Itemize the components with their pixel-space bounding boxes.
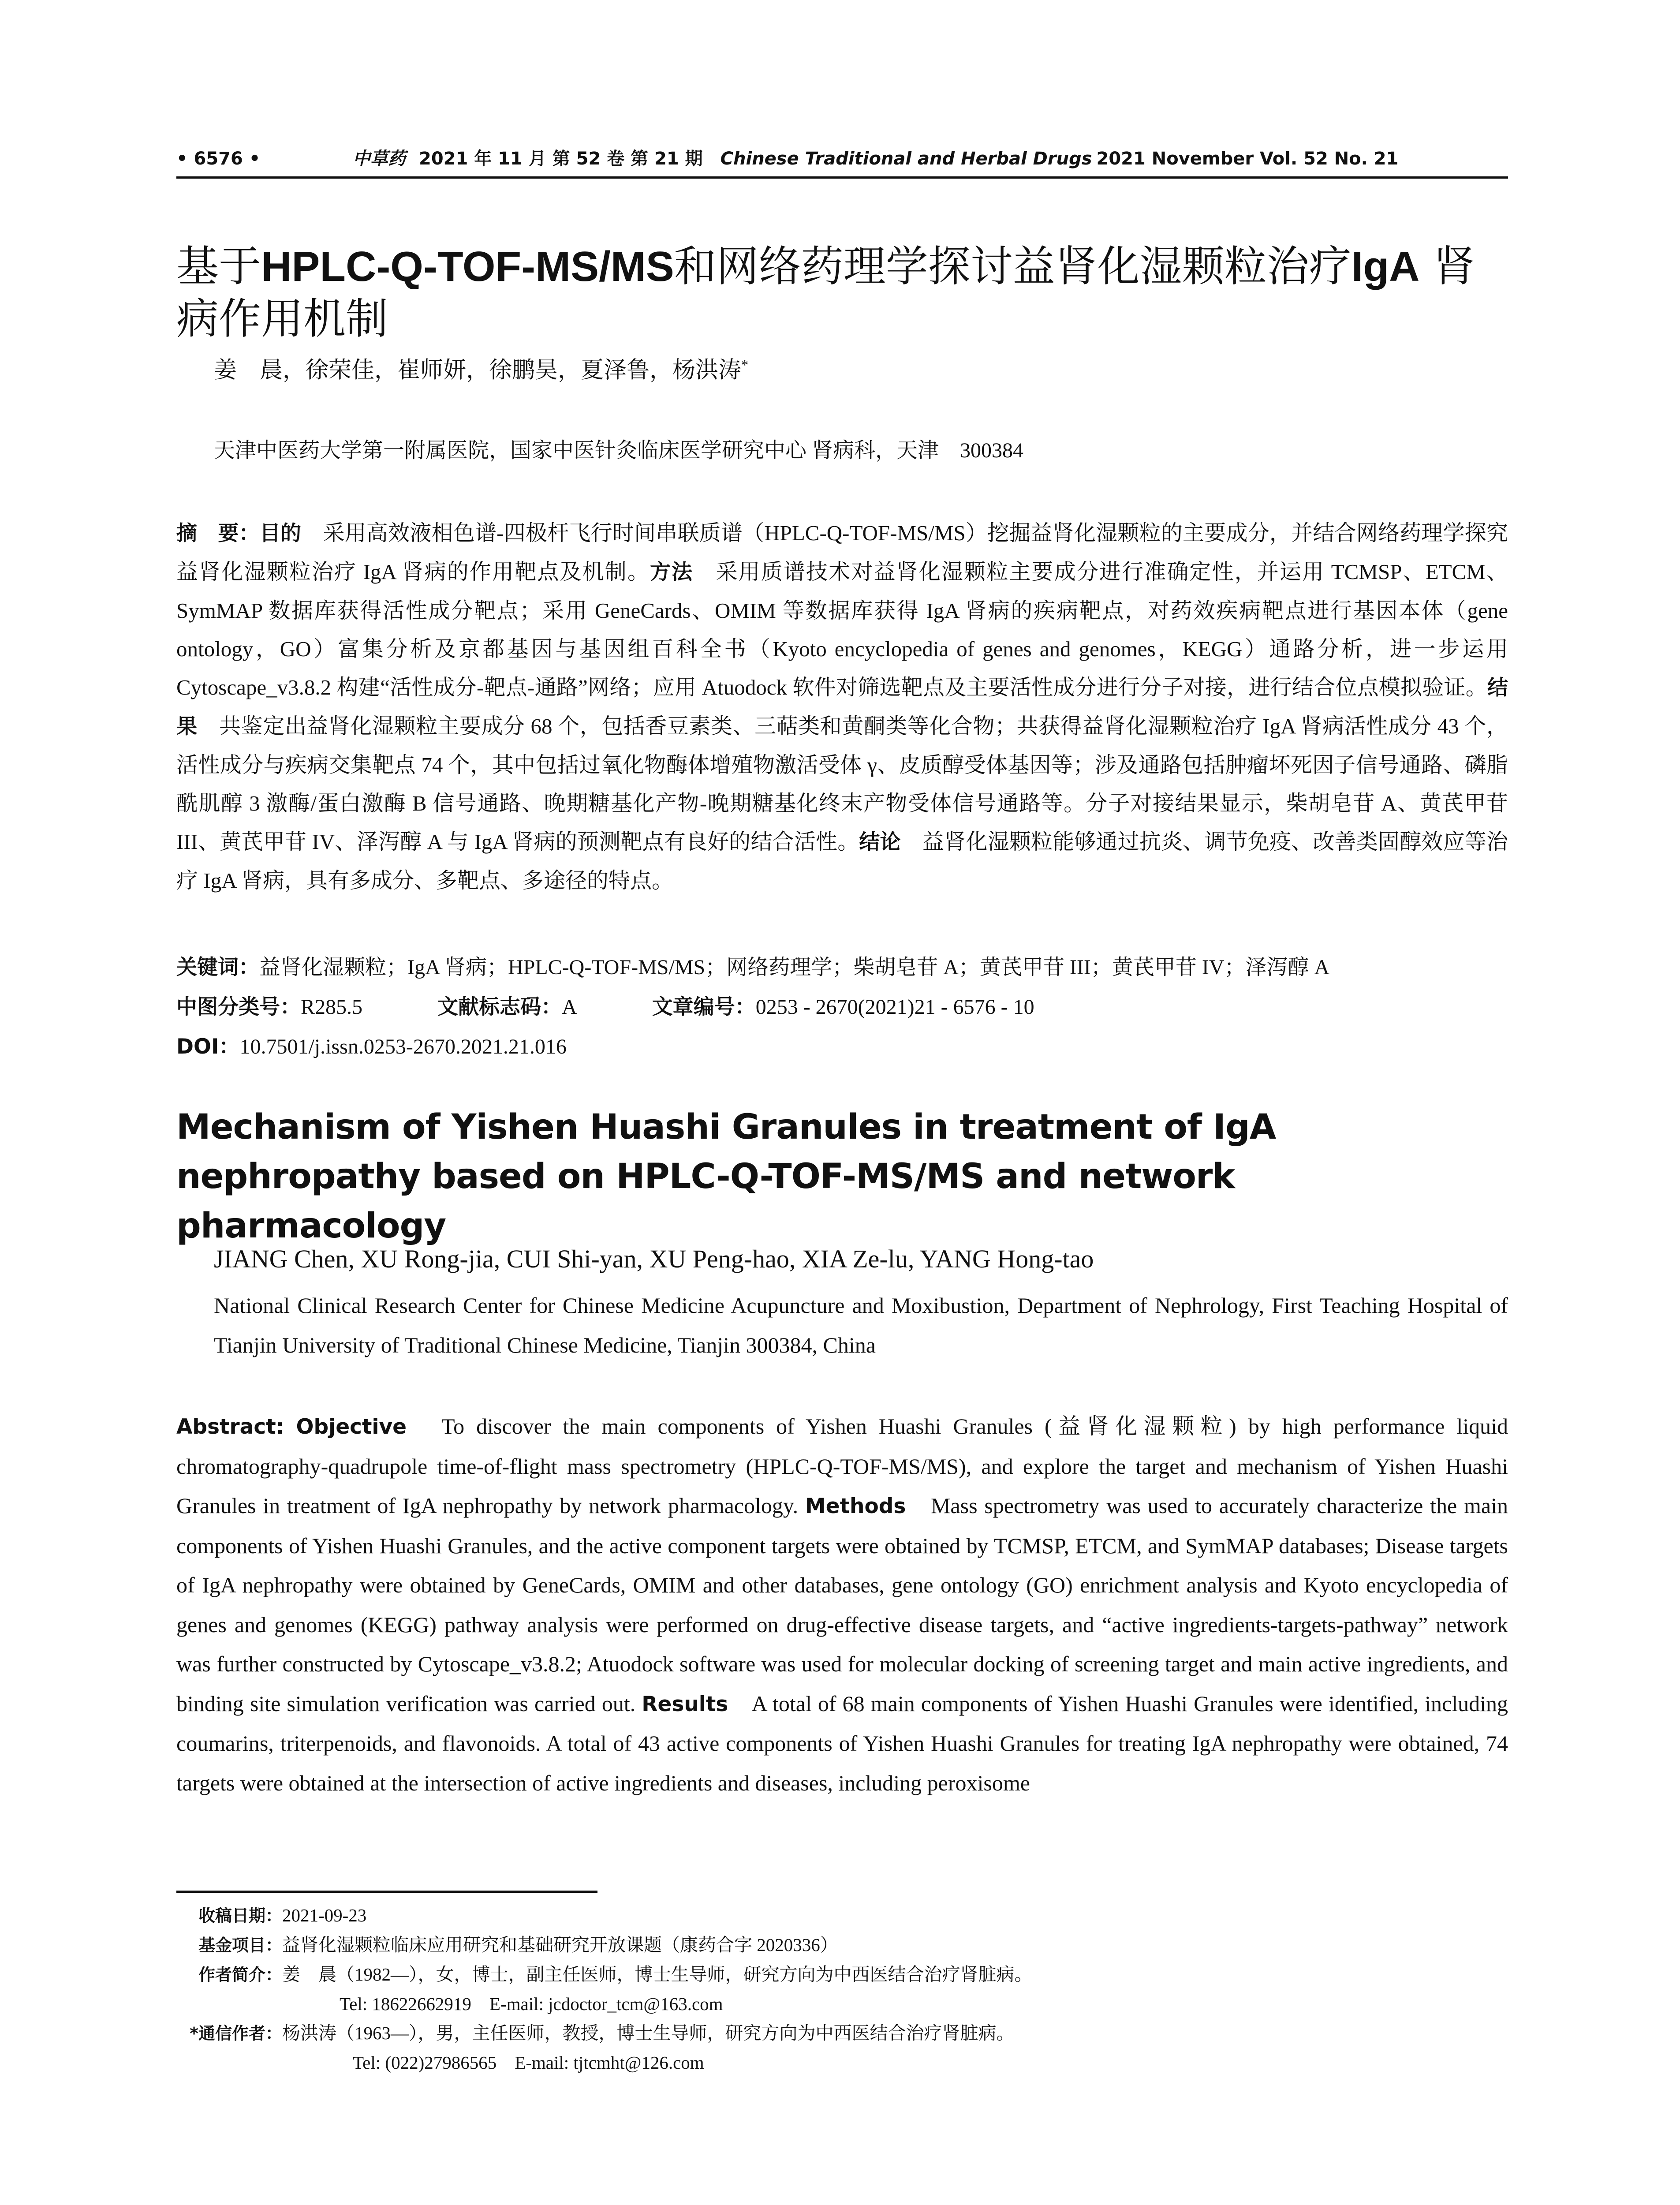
footnotes (176, 1901, 1508, 2077)
received-value: 2021-09-23 (282, 1905, 367, 1925)
objective-label: 目的 (259, 521, 302, 546)
methods-label: 方法 (650, 560, 694, 584)
results-text: A total of 68 main components of Yishen Huashi Granules were identified, including coumarins, triterpenoids, and flavonoids. A total of 43 active components of Yishen Huashi Granules for treating IgA nephropathy were obtained, 74 targets were obtained at the intersection of active ingredients and diseases, including peroxisome (176, 1691, 1508, 1795)
doi-line (176, 1028, 1508, 1066)
corresponding-author (176, 2018, 1508, 2048)
author-bio-label: 作者简介： (198, 1965, 282, 1984)
results-label: 结果 (176, 676, 1508, 739)
clc-value: R285.5 (301, 995, 363, 1019)
conclusion-label: 结论 (859, 830, 901, 854)
title-part: 和网络药理学探讨益肾化湿颗粒治疗 (674, 242, 1351, 291)
journal-name-cn: 中草药 (353, 148, 406, 169)
clc-item (176, 988, 362, 1027)
objective-text: To discover the main components of Yishen Huashi Granules (益肾化湿颗粒) by high performance liquid chromatography-quadrupole time-of-flight mass spectrometry (HPLC-Q-TOF-MS/MS), and explore the target and mechanism of Yishen Huashi Granules in treatment of IgA nephropathy by network pharmacology. (176, 1414, 1508, 1518)
title-part: 肾病作用机制 (176, 242, 1475, 344)
journal-name-en: Chinese Traditional and Herbal Drugs (720, 149, 1092, 169)
header-rule (176, 176, 1508, 179)
corresponding-mark: * (741, 357, 749, 373)
methods-text: 采用质谱技术对益肾化湿颗粒主要成分进行准确定性，并运用 TCMSP、ETCM、SymMAP 数据库获得活性成分靶点；采用 GeneCards、OMIM 等数据库获得 IgA 肾病的疾病靶点，对药效疾病靶点进行基因本体（gene ontology，GO）富集分析及京都基因与基因组百科全书（Kyoto encyclopedia of genes and genomes，KEGG）通路分析，进一步运用 Cytoscape_v3.8.2 构建“活性成分-靶点-通路”网络；应用 Atuodock 软件对筛选靶点及主要活性成分进行分子对接，进行结合位点模拟验证。 (176, 560, 1508, 699)
corr-label: *通信作者： (190, 2024, 282, 2043)
issue-info-cn: 2021 年 11 月 第 52 卷 第 21 期 (419, 149, 703, 169)
footnote-rule (176, 1891, 597, 1893)
results-text: 共鉴定出益肾化湿颗粒主要成分 68 个，包括香豆素类、三萜类和黄酮类等化合物；共获得益肾化湿颗粒治疗 IgA 肾病活性成分 43 个，活性成分与疾病交集靶点 74 个，其中包括过氧化物酶体增殖物激活受体 γ、皮质醇受体基因等；涉及通路包括肿瘤坏死因子信号通路、磷脂酰肌醇 3 激酶/蛋白激酶 B 信号通路、晚期糖基化产物-晚期糖基化终末产物受体信号通路等。分子对接结果显示，柴胡皂苷 A、黄芪甲苷 III、黄芪甲苷 IV、泽泻醇 A 与 IgA 肾病的预测靶点有良好的结合活性。 (176, 714, 1508, 854)
english-abstract (176, 1407, 1508, 1803)
doc-code-value: A (562, 995, 577, 1019)
issue-info-en: 2021 November Vol. 52 No. 21 (1096, 149, 1399, 169)
keywords-line (176, 948, 1508, 987)
article-no-item (652, 988, 1034, 1027)
results-label: Results (642, 1692, 728, 1716)
objective-label: Objective (296, 1415, 407, 1439)
keywords-label: 关键词： (176, 955, 259, 979)
fund-value: 益肾化湿颗粒临床应用研究和基础研究开放课题（康药合字 2020336） (282, 1935, 838, 1955)
running-header (176, 145, 1508, 171)
received-label: 收稿日期： (198, 1906, 282, 1925)
doi-value: 10.7501/j.issn.0253-2670.2021.21.016 (239, 1035, 567, 1058)
keywords-text: 益肾化湿颗粒；IgA 肾病；HPLC-Q-TOF-MS/MS；网络药理学；柴胡皂苷 A；黄芪甲苷 III；黄芪甲苷 IV；泽泻醇 A (259, 956, 1330, 979)
title-part: 基于 (176, 242, 261, 291)
english-affiliation: National Clinical Research Center for Chinese Medicine Acupuncture and Moxibustion, Department of Nephrology, First Teaching Hospital of Tianjin University of Traditional Chinese Medicine, Tianjin 300384, China (214, 1293, 1508, 1357)
doi-label: DOI： (176, 1035, 240, 1059)
objective-text: 采用高效液相色谱-四极杆飞行时间串联质谱（HPLC-Q-TOF-MS/MS）挖掘益肾化湿颗粒的主要成分，并结合网络药理学探究益肾化湿颗粒治疗 IgA 肾病的作用靶点及机制。 (176, 521, 1508, 584)
abstract-label: 摘 要： (176, 521, 260, 546)
abstract-label: Abstract: (176, 1415, 284, 1439)
author-contact: Tel: 18622662919 E-mail: jcdoctor_tcm@163.com (340, 1994, 723, 2014)
author-bio-value: 姜 晨（1982—），女，博士，副主任医师，博士生导师，研究方向为中西医结合治疗肾脏病。 (282, 1964, 1033, 1984)
chinese-title (176, 240, 1508, 345)
clc-label: 中图分类号： (176, 995, 301, 1019)
author-bio (176, 1960, 1508, 1989)
page-number: • 6576 • (176, 149, 261, 169)
fund-project (176, 1930, 1508, 1960)
fund-label: 基金项目： (198, 1936, 282, 1955)
chinese-affiliation: 天津中医药大学第一附属医院，国家中医针灸临床医学研究中心 肾病科，天津 300384 (214, 439, 1024, 462)
classification-line (176, 988, 1508, 1027)
english-title: Mechanism of Yishen Huashi Granules in treatment of IgA nephropathy based on HPLC-Q-TOF-MS/MS and network pharmacology (176, 1107, 1276, 1246)
received-date (176, 1901, 1508, 1930)
conclusion-text: 益肾化湿颗粒能够通过抗炎、调节免疫、改善类固醇效应等治疗 IgA 肾病，具有多成分、多靶点、多途径的特点。 (176, 830, 1508, 893)
article-no-label: 文章编号： (652, 995, 756, 1019)
article-no-value: 0253 - 2670(2021)21 - 6576 - 10 (755, 995, 1034, 1019)
methods-label: Methods (805, 1494, 906, 1518)
english-authors: JIANG Chen, XU Rong-jia, CUI Shi-yan, XU Peng-hao, XIA Ze-lu, YANG Hong-tao (214, 1245, 1094, 1273)
corr-value: 杨洪涛（1963—），男，主任医师，教授，博士生导师，研究方向为中西医结合治疗肾脏病。 (282, 2023, 1015, 2043)
title-part: IgA (1351, 243, 1420, 290)
corr-contact: Tel: (022)27986565 E-mail: tjtcmht@126.com (353, 2052, 704, 2073)
doc-code-label: 文献标志码： (437, 995, 562, 1019)
methods-text: Mass spectrometry was used to accurately characterize the main components of Yishen Huashi Granules, and the active component targets were obtained by TCMSP, ETCM, and SymMAP databases; Disease targets of IgA nephropathy were obtained by GeneCards, OMIM and other databases, gene ontology (GO) enrichment analysis and Kyoto encyclopedia of genes and genomes (KEGG) pathway analysis were performed on drug-effective disease targets, and “active ingredients-targets-pathway” network was further constructed by Cytoscape_v3.8.2; Atuodock software was used for molecular docking of screening target and main active ingredients, and binding site simulation verification was carried out. (176, 1493, 1508, 1716)
chinese-authors (214, 351, 1493, 385)
chinese-abstract (176, 514, 1508, 900)
title-part: HPLC-Q-TOF-MS/MS (261, 243, 674, 290)
doc-code-item (437, 988, 577, 1027)
author-list: 姜 晨，徐荣佳，崔师妍，徐鹏昊，夏泽鲁，杨洪涛 (214, 358, 742, 383)
